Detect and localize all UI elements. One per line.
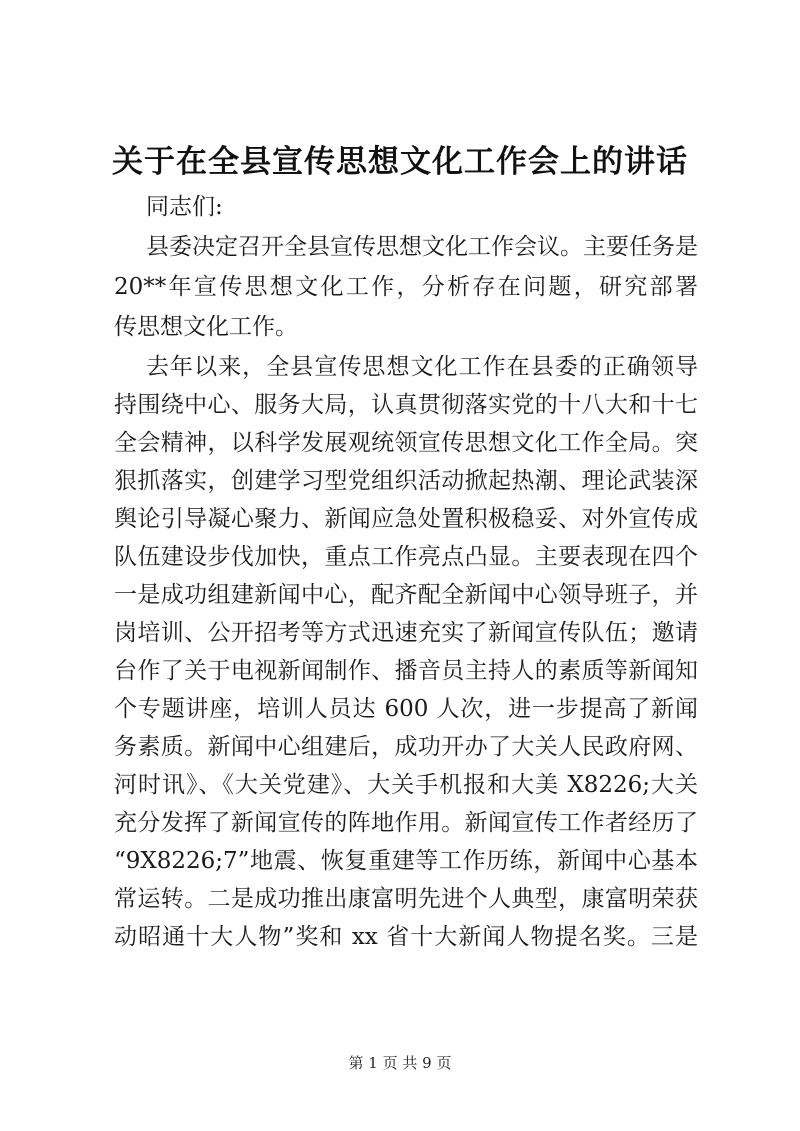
salutation: 同志们: <box>146 194 223 220</box>
document-title: 关于在全县宣传思想文化工作会上的讲话 <box>112 144 688 180</box>
paragraph-line: “9X8226;7”地震、恢复重建等工作历练，新闻中心基本 <box>114 848 698 874</box>
paragraph-line: 全会精神，以科学发展观统领宣传思想文化工作全局。突 <box>114 430 698 456</box>
paragraph-line: 常运转。二是成功推出康富明先进个人典型，康富明荣获 <box>114 886 698 912</box>
paragraph-line: 队伍建设步伐加快，重点工作亮点凸显。主要表现在四个 <box>114 544 698 570</box>
paragraph-line: 务素质。新闻中心组建后，成功开办了大关人民政府网、 <box>114 734 698 760</box>
paragraph-line: 持围绕中心、服务大局，认真贯彻落实党的十八大和十七 <box>114 392 698 418</box>
paragraph-line: 个专题讲座，培训人员达 600 人次，进一步提高了新闻 <box>114 696 698 722</box>
paragraph-line: 舆论引导凝心聚力、新闻应急处置积极稳妥、对外宣传成 <box>114 506 698 532</box>
paragraph-line: 一是成功组建新闻中心，配齐配全新闻中心领导班子，并 <box>114 582 698 608</box>
paragraph-line: 20**年宣传思想文化工作，分析存在问题，研究部署 <box>114 274 698 300</box>
paragraph-line: 去年以来，全县宣传思想文化工作在县委的正确领导 <box>146 354 698 380</box>
paragraph-line: 岗培训、公开招考等方式迅速充实了新闻宣传队伍；邀请 <box>114 620 698 646</box>
paragraph-line: 县委决定召开全县宣传思想文化工作会议。主要任务是 <box>146 234 698 260</box>
paragraph-line: 台作了关于电视新闻制作、播音员主持人的素质等新闻知 <box>114 658 698 684</box>
paragraph-line: 充分发挥了新闻宣传的阵地作用。新闻宣传工作者经历了 <box>114 810 698 836</box>
paragraph-line: 动昭通十大人物”奖和 xx 省十大新闻人物提名奖。三是 <box>114 924 698 950</box>
paragraph-line: 传思想文化工作。 <box>114 314 298 340</box>
paragraph-line: 狠抓落实，创建学习型党组织活动掀起热潮、理论武装深 <box>114 468 698 494</box>
page-number: 第 1 页 共 9 页 <box>348 1054 452 1072</box>
paragraph-line: 河时讯》、《大关党建》、大关手机报和大美 X8226;大关 <box>114 772 698 798</box>
